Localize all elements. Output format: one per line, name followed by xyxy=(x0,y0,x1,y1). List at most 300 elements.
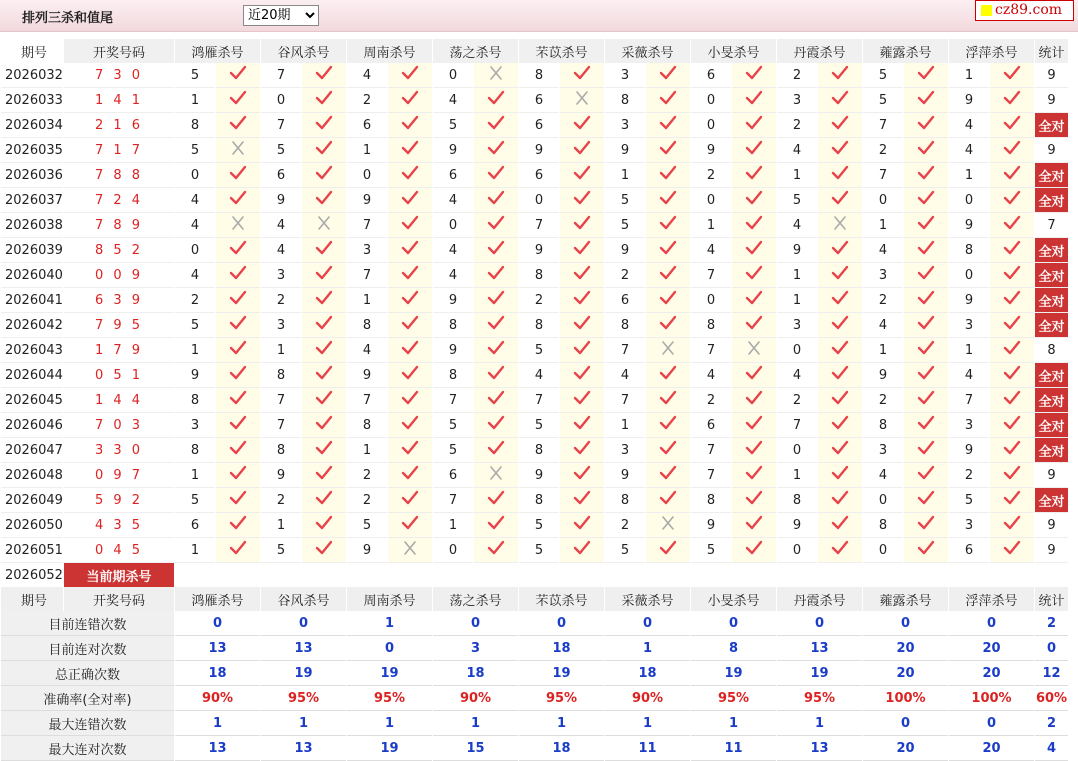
kill-number: 2 xyxy=(777,388,817,413)
correct-check-icon xyxy=(560,538,604,563)
summary-value: 0 xyxy=(261,611,346,636)
column-header: 蕹露杀号 xyxy=(863,39,948,63)
correct-check-icon xyxy=(990,463,1034,488)
kill-number: 4 xyxy=(261,238,301,263)
row-stat: 全对 xyxy=(1035,313,1068,338)
kill-number: 5 xyxy=(519,338,559,363)
kill-number: 0 xyxy=(949,188,989,213)
row-stat: 全对 xyxy=(1035,188,1068,213)
correct-check-icon xyxy=(302,288,346,313)
summary-value: 0 xyxy=(347,636,432,661)
correct-check-icon xyxy=(904,63,948,88)
correct-check-icon xyxy=(474,513,518,538)
column-header: 周南杀号 xyxy=(347,587,432,611)
summary-value: 0 xyxy=(691,611,776,636)
summary-label: 总正确次数 xyxy=(1,661,174,686)
summary-value: 1 xyxy=(777,711,862,736)
kill-number: 5 xyxy=(949,488,989,513)
correct-check-icon xyxy=(474,163,518,188)
correct-check-icon xyxy=(474,388,518,413)
kill-number: 4 xyxy=(433,238,473,263)
summary-value: 0 xyxy=(1035,636,1068,661)
correct-check-icon xyxy=(388,363,432,388)
kill-number: 1 xyxy=(605,413,645,438)
correct-check-icon xyxy=(474,538,518,563)
kill-number: 4 xyxy=(605,363,645,388)
kill-number: 7 xyxy=(519,213,559,238)
correct-check-icon xyxy=(646,363,690,388)
correct-check-icon xyxy=(818,463,862,488)
correct-check-icon xyxy=(732,513,776,538)
kill-number: 4 xyxy=(691,363,731,388)
kill-number: 9 xyxy=(777,513,817,538)
summary-value: 20 xyxy=(949,661,1034,686)
table-header xyxy=(1,39,1068,63)
correct-check-icon xyxy=(818,363,862,388)
draw-number: 0 4 5 xyxy=(64,538,174,563)
correct-check-icon xyxy=(904,263,948,288)
column-header: 周南杀号 xyxy=(347,39,432,63)
issue-number: 2026032 xyxy=(1,63,63,88)
kill-number: 8 xyxy=(777,488,817,513)
summary-value: 13 xyxy=(777,736,862,761)
summary-row xyxy=(1,686,1068,711)
summary-row xyxy=(1,661,1068,686)
correct-check-icon xyxy=(216,463,260,488)
summary-value: 13 xyxy=(261,736,346,761)
correct-check-icon xyxy=(216,263,260,288)
kill-number: 0 xyxy=(433,63,473,88)
kill-number: 8 xyxy=(175,388,215,413)
correct-check-icon xyxy=(732,538,776,563)
column-header: 浮萍杀号 xyxy=(949,39,1034,63)
kill-number: 1 xyxy=(949,63,989,88)
kill-number: 0 xyxy=(175,163,215,188)
correct-check-icon xyxy=(646,213,690,238)
kill-number: 0 xyxy=(691,113,731,138)
kill-number: 7 xyxy=(863,163,903,188)
summary-value: 18 xyxy=(433,661,518,686)
kill-number: 0 xyxy=(949,263,989,288)
correct-check-icon xyxy=(216,363,260,388)
correct-check-icon xyxy=(732,363,776,388)
correct-check-icon xyxy=(216,113,260,138)
summary-value: 1 xyxy=(519,711,604,736)
kill-number: 6 xyxy=(519,113,559,138)
correct-check-icon xyxy=(904,88,948,113)
kill-number: 5 xyxy=(175,138,215,163)
kill-number: 1 xyxy=(691,213,731,238)
summary-value: 1 xyxy=(261,711,346,736)
kill-number: 2 xyxy=(863,288,903,313)
correct-check-icon xyxy=(646,263,690,288)
kill-number: 3 xyxy=(261,263,301,288)
correct-check-icon xyxy=(302,513,346,538)
correct-check-icon xyxy=(818,413,862,438)
current-label: 当前期杀号 xyxy=(64,563,174,587)
wrong-cross-icon xyxy=(560,88,604,113)
column-header: 采薇杀号 xyxy=(605,587,690,611)
correct-check-icon xyxy=(818,538,862,563)
correct-check-icon xyxy=(990,388,1034,413)
correct-check-icon xyxy=(732,113,776,138)
summary-label: 最大连错次数 xyxy=(1,711,174,736)
correct-check-icon xyxy=(904,313,948,338)
summary-row xyxy=(1,636,1068,661)
kill-number: 5 xyxy=(863,88,903,113)
current-kill-number: 0 xyxy=(175,563,215,587)
summary-value: 20 xyxy=(949,636,1034,661)
column-header: 开奖号码 xyxy=(64,587,174,611)
kill-number: 0 xyxy=(691,188,731,213)
table-row xyxy=(1,238,1068,263)
kill-number: 1 xyxy=(863,338,903,363)
summary-value: 20 xyxy=(949,736,1034,761)
correct-check-icon xyxy=(646,188,690,213)
correct-check-icon xyxy=(560,113,604,138)
row-stat: 全对 xyxy=(1035,413,1068,438)
kill-number-table xyxy=(0,39,1069,761)
row-stat: 9 xyxy=(1035,463,1068,488)
kill-number: 9 xyxy=(433,338,473,363)
period-select[interactable] xyxy=(243,5,319,26)
kill-number: 9 xyxy=(949,438,989,463)
kill-number: 2 xyxy=(863,138,903,163)
correct-check-icon xyxy=(216,388,260,413)
current-kill-number: 9 xyxy=(347,563,387,587)
kill-number: 6 xyxy=(261,163,301,188)
table-row xyxy=(1,138,1068,163)
correct-check-icon xyxy=(990,338,1034,363)
issue-number: 2026038 xyxy=(1,213,63,238)
kill-number: 5 xyxy=(175,63,215,88)
draw-number: 7 0 3 xyxy=(64,413,174,438)
kill-number: 0 xyxy=(691,288,731,313)
kill-number: 3 xyxy=(605,438,645,463)
correct-check-icon xyxy=(216,538,260,563)
summary-value: 0 xyxy=(605,611,690,636)
correct-check-icon xyxy=(904,538,948,563)
kill-number: 9 xyxy=(949,288,989,313)
correct-check-icon xyxy=(732,163,776,188)
row-stat: 全对 xyxy=(1035,238,1068,263)
correct-check-icon xyxy=(388,513,432,538)
current-kill-number: 3 xyxy=(777,563,817,587)
wrong-cross-icon xyxy=(388,538,432,563)
correct-check-icon xyxy=(302,263,346,288)
summary-value: 1 xyxy=(347,611,432,636)
kill-number: 0 xyxy=(863,188,903,213)
kill-number: 4 xyxy=(949,138,989,163)
kill-number: 5 xyxy=(261,138,301,163)
correct-check-icon xyxy=(474,338,518,363)
table-row xyxy=(1,213,1068,238)
kill-number: 0 xyxy=(777,438,817,463)
summary-label: 目前连错次数 xyxy=(1,611,174,636)
correct-check-icon xyxy=(646,163,690,188)
summary-value: 0 xyxy=(175,611,260,636)
correct-check-icon xyxy=(216,288,260,313)
kill-number: 3 xyxy=(949,413,989,438)
summary-value: 60% xyxy=(1035,686,1068,711)
summary-value: 95% xyxy=(347,686,432,711)
table-row xyxy=(1,463,1068,488)
summary-value: 19 xyxy=(691,661,776,686)
correct-check-icon xyxy=(904,238,948,263)
table-row xyxy=(1,188,1068,213)
table-row xyxy=(1,263,1068,288)
correct-check-icon xyxy=(302,238,346,263)
correct-check-icon xyxy=(646,488,690,513)
kill-number: 2 xyxy=(691,163,731,188)
kill-number: 3 xyxy=(605,113,645,138)
kill-number: 7 xyxy=(863,113,903,138)
correct-check-icon xyxy=(818,113,862,138)
kill-number: 6 xyxy=(175,513,215,538)
summary-value: 1 xyxy=(175,711,260,736)
correct-check-icon xyxy=(560,213,604,238)
issue-number: 2026050 xyxy=(1,513,63,538)
correct-check-icon xyxy=(990,488,1034,513)
kill-number: 8 xyxy=(519,488,559,513)
correct-check-icon xyxy=(302,163,346,188)
kill-number: 5 xyxy=(433,113,473,138)
summary-label: 目前连对次数 xyxy=(1,636,174,661)
correct-check-icon xyxy=(216,438,260,463)
kill-number: 3 xyxy=(175,413,215,438)
draw-number: 1 4 1 xyxy=(64,88,174,113)
draw-number: 0 5 1 xyxy=(64,363,174,388)
summary-value: 12 xyxy=(1035,661,1068,686)
kill-number: 5 xyxy=(605,188,645,213)
kill-number: 8 xyxy=(519,438,559,463)
correct-check-icon xyxy=(732,463,776,488)
kill-number: 4 xyxy=(433,88,473,113)
table-row xyxy=(1,313,1068,338)
correct-check-icon xyxy=(388,388,432,413)
table-row xyxy=(1,363,1068,388)
table-row xyxy=(1,388,1068,413)
current-blank xyxy=(302,563,346,587)
summary-row xyxy=(1,711,1068,736)
kill-number: 2 xyxy=(777,113,817,138)
wrong-cross-icon xyxy=(302,213,346,238)
summary-value: 1 xyxy=(605,636,690,661)
kill-number: 2 xyxy=(519,288,559,313)
kill-number: 7 xyxy=(519,388,559,413)
kill-number: 4 xyxy=(433,188,473,213)
correct-check-icon xyxy=(560,63,604,88)
wrong-cross-icon xyxy=(732,338,776,363)
correct-check-icon xyxy=(732,413,776,438)
kill-number: 9 xyxy=(777,238,817,263)
summary-value: 95% xyxy=(261,686,346,711)
correct-check-icon xyxy=(216,488,260,513)
summary-value: 20 xyxy=(863,661,948,686)
summary-value: 0 xyxy=(433,611,518,636)
kill-number: 2 xyxy=(261,488,301,513)
row-stat: 全对 xyxy=(1035,438,1068,463)
correct-check-icon xyxy=(818,238,862,263)
kill-number: 4 xyxy=(175,263,215,288)
kill-number: 8 xyxy=(175,438,215,463)
correct-check-icon xyxy=(732,313,776,338)
column-header: 芣苡杀号 xyxy=(519,39,604,63)
table-row xyxy=(1,163,1068,188)
current-stat xyxy=(1035,563,1068,587)
kill-number: 0 xyxy=(433,213,473,238)
row-stat: 9 xyxy=(1035,138,1068,163)
current-row xyxy=(1,563,1068,587)
kill-number: 7 xyxy=(261,413,301,438)
kill-number: 1 xyxy=(605,163,645,188)
current-blank xyxy=(560,563,604,587)
kill-number: 2 xyxy=(347,463,387,488)
issue-number: 2026040 xyxy=(1,263,63,288)
wrong-cross-icon xyxy=(646,513,690,538)
kill-number: 3 xyxy=(863,263,903,288)
kill-number: 6 xyxy=(605,288,645,313)
column-header: 荡之杀号 xyxy=(433,39,518,63)
column-header: 丹霞杀号 xyxy=(777,587,862,611)
kill-number: 7 xyxy=(261,63,301,88)
column-header: 期号 xyxy=(1,587,63,611)
kill-number: 9 xyxy=(433,288,473,313)
draw-number: 7 1 7 xyxy=(64,138,174,163)
kill-number: 0 xyxy=(863,488,903,513)
correct-check-icon xyxy=(818,513,862,538)
column-header: 开奖号码 xyxy=(64,39,174,63)
summary-value: 1 xyxy=(605,711,690,736)
draw-number: 0 9 7 xyxy=(64,463,174,488)
draw-number: 7 3 0 xyxy=(64,63,174,88)
wrong-cross-icon xyxy=(216,213,260,238)
summary-value: 20 xyxy=(863,736,948,761)
correct-check-icon xyxy=(474,363,518,388)
correct-check-icon xyxy=(216,313,260,338)
summary-value: 20 xyxy=(863,636,948,661)
kill-number: 8 xyxy=(863,513,903,538)
correct-check-icon xyxy=(474,313,518,338)
current-issue: 2026052 xyxy=(1,563,63,587)
row-stat: 全对 xyxy=(1035,263,1068,288)
kill-number: 8 xyxy=(605,313,645,338)
issue-number: 2026051 xyxy=(1,538,63,563)
table-row xyxy=(1,288,1068,313)
column-header: 鸿雁杀号 xyxy=(175,587,260,611)
correct-check-icon xyxy=(818,63,862,88)
correct-check-icon xyxy=(560,163,604,188)
kill-number: 3 xyxy=(261,313,301,338)
summary-value: 15 xyxy=(433,736,518,761)
correct-check-icon xyxy=(990,163,1034,188)
correct-check-icon xyxy=(560,263,604,288)
kill-number: 0 xyxy=(175,238,215,263)
correct-check-icon xyxy=(388,213,432,238)
kill-number: 4 xyxy=(175,213,215,238)
draw-number: 7 9 5 xyxy=(64,313,174,338)
correct-check-icon xyxy=(216,513,260,538)
kill-number: 4 xyxy=(777,138,817,163)
column-header: 浮萍杀号 xyxy=(949,587,1034,611)
kill-number: 4 xyxy=(777,363,817,388)
kill-number: 9 xyxy=(691,138,731,163)
kill-number: 8 xyxy=(175,113,215,138)
kill-number: 2 xyxy=(347,488,387,513)
correct-check-icon xyxy=(560,363,604,388)
correct-check-icon xyxy=(474,113,518,138)
kill-number: 9 xyxy=(261,188,301,213)
correct-check-icon xyxy=(388,88,432,113)
correct-check-icon xyxy=(732,238,776,263)
kill-number: 0 xyxy=(777,538,817,563)
kill-number: 9 xyxy=(605,463,645,488)
kill-number: 4 xyxy=(519,363,559,388)
summary-value: 13 xyxy=(175,636,260,661)
row-stat: 全对 xyxy=(1035,288,1068,313)
kill-number: 8 xyxy=(691,313,731,338)
summary-row xyxy=(1,736,1068,761)
kill-number: 5 xyxy=(605,538,645,563)
kill-number: 1 xyxy=(863,213,903,238)
current-kill-number: 9 xyxy=(261,563,301,587)
summary-value: 4 xyxy=(1035,736,1068,761)
kill-number: 7 xyxy=(691,463,731,488)
kill-number: 8 xyxy=(519,263,559,288)
correct-check-icon xyxy=(560,288,604,313)
issue-number: 2026044 xyxy=(1,363,63,388)
site-logo[interactable] xyxy=(975,0,1074,21)
kill-number: 1 xyxy=(777,288,817,313)
kill-number: 1 xyxy=(347,438,387,463)
summary-value: 18 xyxy=(519,636,604,661)
issue-number: 2026039 xyxy=(1,238,63,263)
kill-number: 4 xyxy=(949,113,989,138)
correct-check-icon xyxy=(818,138,862,163)
correct-check-icon xyxy=(302,363,346,388)
correct-check-icon xyxy=(818,188,862,213)
correct-check-icon xyxy=(474,438,518,463)
correct-check-icon xyxy=(216,88,260,113)
logo-text: cz89.com xyxy=(995,2,1063,18)
kill-number: 5 xyxy=(175,488,215,513)
kill-number: 1 xyxy=(777,463,817,488)
draw-number: 7 2 4 xyxy=(64,188,174,213)
kill-number: 1 xyxy=(175,338,215,363)
kill-number: 4 xyxy=(863,238,903,263)
kill-number: 0 xyxy=(863,538,903,563)
kill-number: 5 xyxy=(605,213,645,238)
correct-check-icon xyxy=(818,488,862,513)
correct-check-icon xyxy=(474,263,518,288)
kill-number: 1 xyxy=(777,163,817,188)
kill-number: 7 xyxy=(691,338,731,363)
correct-check-icon xyxy=(474,88,518,113)
summary-value: 8 xyxy=(691,636,776,661)
table-row xyxy=(1,488,1068,513)
summary-value: 19 xyxy=(261,661,346,686)
correct-check-icon xyxy=(560,313,604,338)
correct-check-icon xyxy=(904,363,948,388)
correct-check-icon xyxy=(388,438,432,463)
table-row xyxy=(1,513,1068,538)
kill-number: 9 xyxy=(347,538,387,563)
table-row xyxy=(1,413,1068,438)
correct-check-icon xyxy=(646,238,690,263)
correct-check-icon xyxy=(818,163,862,188)
correct-check-icon xyxy=(216,413,260,438)
kill-number: 4 xyxy=(777,213,817,238)
